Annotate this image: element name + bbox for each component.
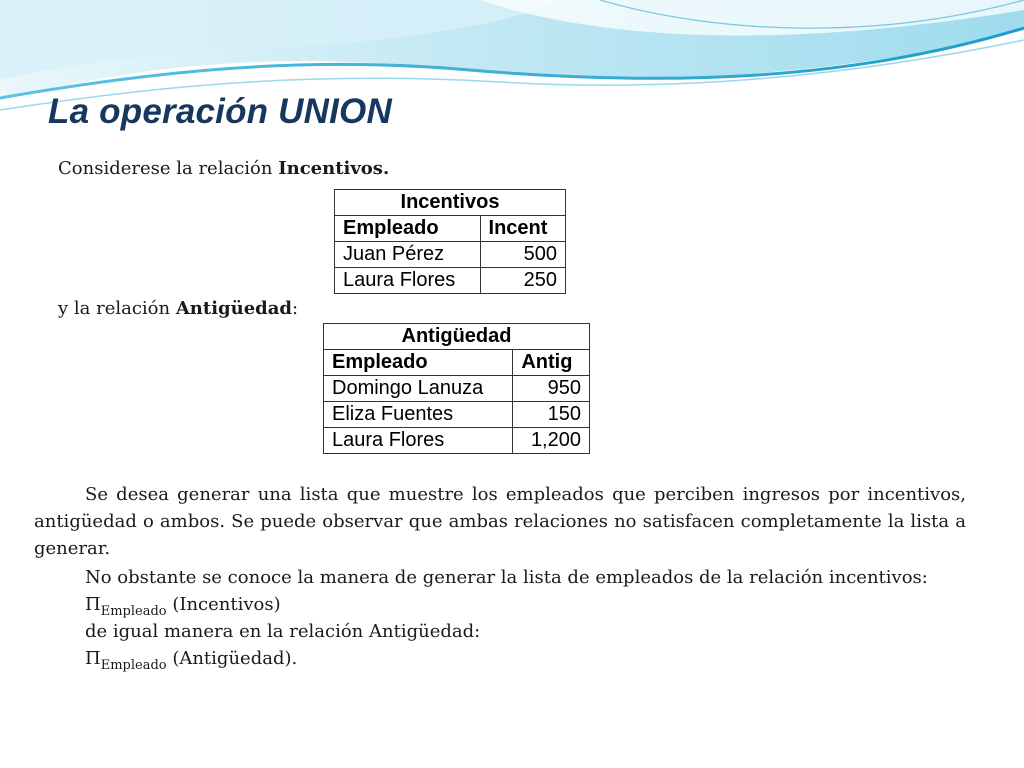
table-cell: 150 bbox=[513, 402, 590, 428]
intro-incentivos-prefix: Considerese la relación bbox=[58, 158, 279, 179]
table-cell: 950 bbox=[513, 376, 590, 402]
incentivos-col-empleado: Empleado bbox=[335, 216, 481, 242]
projection-antiguedad bbox=[85, 645, 297, 672]
antiguedad-col-empleado: Empleado bbox=[324, 350, 513, 376]
projection-argument: (Antigüedad). bbox=[166, 648, 298, 669]
intro-incentivos-suffix: . bbox=[382, 158, 390, 179]
line-igual: de igual manera en la relación Antigüedad: bbox=[85, 621, 481, 642]
table-row bbox=[324, 428, 590, 454]
incentivos-col-incent: Incent bbox=[480, 216, 565, 242]
intro-antiguedad-bold: Antigüedad bbox=[175, 298, 293, 319]
intro-antiguedad bbox=[58, 295, 298, 322]
intro-incentivos bbox=[58, 155, 389, 182]
table-cell: Laura Flores bbox=[335, 268, 481, 294]
table-cell: 1,200 bbox=[513, 428, 590, 454]
projection-incentivos bbox=[85, 591, 281, 618]
page-title: La operación UNION bbox=[48, 92, 392, 131]
line-no-obstante: No obstante se conoce la manera de generar la lista de empleados de la relación incentivos: bbox=[85, 567, 928, 588]
table-cell: Domingo Lanuza bbox=[324, 376, 513, 402]
intro-incentivos-bold: Incentivos bbox=[278, 158, 383, 179]
table-cell: Laura Flores bbox=[324, 428, 513, 454]
projection-subscript: Empleado bbox=[100, 658, 167, 673]
incentivos-table-name: Incentivos bbox=[335, 190, 566, 216]
antiguedad-col-antig: Antig bbox=[513, 350, 590, 376]
incentivos-table bbox=[334, 189, 566, 294]
intro-antiguedad-prefix: y la relación bbox=[58, 298, 176, 319]
table-row bbox=[335, 242, 566, 268]
antiguedad-table bbox=[323, 323, 590, 454]
table-row bbox=[324, 402, 590, 428]
pi-symbol: Π bbox=[85, 594, 101, 615]
table-row bbox=[335, 268, 566, 294]
pi-symbol: Π bbox=[85, 648, 101, 669]
antiguedad-table-name: Antigüedad bbox=[324, 324, 590, 350]
table-row bbox=[324, 376, 590, 402]
body-paragraph: Se desea generar una lista que muestre los empleados que perciben ingresos por incentivos, antigüedad o ambos. Se puede observar que ambas relaciones no satisfacen completamente la lista a generar. bbox=[34, 484, 966, 559]
table-cell: 500 bbox=[480, 242, 565, 268]
table-cell: 250 bbox=[480, 268, 565, 294]
table-cell: Juan Pérez bbox=[335, 242, 481, 268]
projection-argument: (Incentivos) bbox=[166, 594, 281, 615]
projection-subscript: Empleado bbox=[100, 604, 167, 619]
intro-antiguedad-suffix: : bbox=[292, 298, 299, 319]
table-cell: Eliza Fuentes bbox=[324, 402, 513, 428]
